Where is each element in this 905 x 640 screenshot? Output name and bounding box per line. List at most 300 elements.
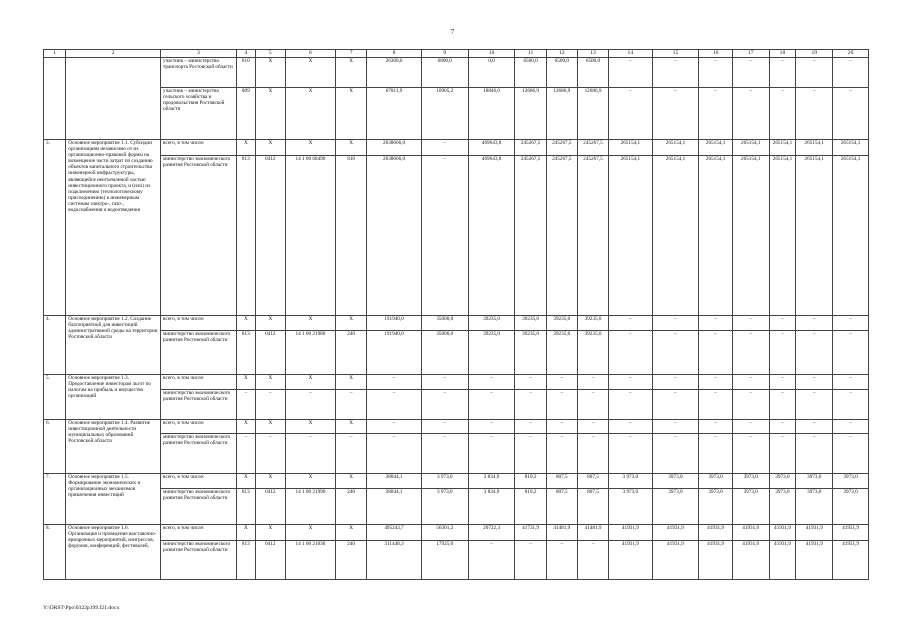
value-cell: – [515,375,546,390]
value-cell: 39235,0 [468,316,515,331]
value-cell: – [609,58,652,88]
column-number: 19 [796,50,833,58]
value-cell: 41481,9 [577,525,608,541]
value-cell: – [833,375,869,390]
value-cell: 20722,3 [468,525,515,541]
value-cell: 240 [336,331,367,375]
value-cell: 265154,1 [652,156,699,316]
value-cell: 245267,5 [546,156,577,316]
value-cell: – [699,316,732,331]
executor-cell: министерство экономического развития Ростовской области [161,434,237,474]
value-cell: – [796,88,833,140]
value-cell: – [515,420,546,434]
measure-name [66,58,161,140]
value-cell: 26300,0 [367,58,422,88]
measure-name: Основное мероприятие 1.5. Формирование экономических и организационных механизмов привлечения инвестиций [66,474,161,525]
value-cell: 39235,0 [515,331,546,375]
value-cell: – [732,58,769,88]
column-number: 4 [236,50,255,58]
value-cell: – [769,390,796,420]
value-cell: 39235,0 [468,331,515,375]
value-cell: Х [336,88,367,140]
value-cell: – [769,420,796,434]
row-number: 5. [44,375,66,420]
column-number: 9 [421,50,468,58]
table-row [44,58,869,88]
value-cell: – [796,316,833,331]
value-cell: Х [236,420,255,434]
value-cell: Х [236,375,255,390]
value-cell: – [577,434,608,474]
value-cell: – [255,390,285,420]
value-cell: – [577,375,608,390]
executor-cell: всего, в том числе: [161,525,237,541]
value-cell: – [515,390,546,420]
value-cell: – [285,434,335,474]
column-number-row [44,50,869,58]
value-cell: Х [255,58,285,88]
table-row [44,489,869,525]
value-cell: – [468,420,515,434]
measure-name: Основное мероприятие 1.4. Развитие инвестиционной деятельности муниципальных образований Ростовской области [66,420,161,474]
value-cell: 813 [236,156,255,316]
table-row [44,316,869,331]
column-number: 11 [515,50,546,58]
value-cell: – [468,375,515,390]
value-cell: 3973,0 [833,474,869,489]
value-cell: – [285,390,335,420]
value-cell: 265154,1 [609,156,652,316]
value-cell: 3973,0 [769,489,796,525]
value-cell: 469643,8 [468,140,515,156]
column-number: 17 [732,50,769,58]
value-cell: 245267,5 [546,140,577,156]
value-cell: 0,0 [468,58,515,88]
value-cell: 14 1 00 21990 [285,489,335,525]
value-cell: 3973,0 [833,489,869,525]
value-cell: 265154,1 [699,140,732,156]
value-cell: 39235,0 [515,316,546,331]
column-number: 13 [577,50,608,58]
value-cell: 265154,1 [769,140,796,156]
value-cell: 6800,0 [421,58,468,88]
executor-cell: министерство экономического развития Ростовской области [161,331,237,375]
row-number: 3. [44,140,66,316]
value-cell: – [546,390,577,420]
column-number: 2 [66,50,161,58]
value-cell: 240 [336,489,367,525]
value-cell: 265154,1 [609,140,652,156]
value-cell: Х [255,375,285,390]
value-cell: – [421,140,468,156]
executor-cell: всего, в том числе: [161,420,237,434]
value-cell: 810,2 [515,474,546,489]
value-cell: 3973,0 [796,489,833,525]
column-number: 20 [833,50,869,58]
value-cell: 3 834,9 [468,489,515,525]
value-cell: – [652,316,699,331]
column-number: 14 [609,50,652,58]
value-cell: – [546,375,577,390]
value-cell: 265154,1 [732,140,769,156]
value-cell: Х [255,140,285,156]
value-cell: – [796,58,833,88]
column-number: 5 [255,50,285,58]
value-cell: 813 [236,541,255,580]
value-cell: – [367,390,422,420]
value-cell: – [732,316,769,331]
value-cell: – [577,390,608,420]
value-cell: Х [336,474,367,489]
value-cell: 3 973,0 [421,489,468,525]
value-cell: – [732,88,769,140]
value-cell: – [515,434,546,474]
value-cell: 807,5 [546,474,577,489]
value-cell: 0412 [255,489,285,525]
value-cell: 265154,1 [833,140,869,156]
value-cell: – [769,316,796,331]
executor-cell: участник – министерство транспорта Ростовской области [161,58,237,88]
value-cell: – [609,434,652,474]
row-number: 7. [44,474,66,525]
value-cell: – [546,541,577,580]
value-cell: – [699,420,732,434]
value-cell: 41931,9 [769,541,796,580]
executor-cell: министерство экономического развития Ростовской области [161,156,237,316]
value-cell: Х [236,316,255,331]
value-cell: Х [336,316,367,331]
value-cell: Х [236,140,255,156]
table-row [44,156,869,316]
value-cell: 38044,1 [367,489,422,525]
value-cell: – [421,375,468,390]
value-cell: – [236,434,255,474]
value-cell: – [609,390,652,420]
value-cell: 813 [236,489,255,525]
value-cell: 41931,9 [833,541,869,580]
value-cell: 810,2 [515,489,546,525]
value-cell: – [699,58,732,88]
value-cell: 245267,5 [515,140,546,156]
value-cell: 3 973,0 [609,474,652,489]
value-cell: – [796,390,833,420]
value-cell: – [336,390,367,420]
value-cell: 12686,9 [515,88,546,140]
column-number: 8 [367,50,422,58]
value-cell: 469643,8 [468,156,515,316]
executor-cell: министерство экономического развития Ростовской области [161,541,237,580]
column-number: 15 [652,50,699,58]
value-cell: 41931,9 [652,541,699,580]
value-cell: 807,5 [577,489,608,525]
table-row [44,434,869,474]
column-number: 12 [546,50,577,58]
executor-cell: министерство экономического развития Ростовской области [161,390,237,420]
value-cell: 245267,5 [515,156,546,316]
value-cell: 41931,9 [652,525,699,541]
value-cell: – [421,434,468,474]
value-cell: 810 [336,156,367,316]
value-cell: – [833,88,869,140]
value-cell: – [833,420,869,434]
value-cell: 3973,0 [769,474,796,489]
value-cell: 813 [236,331,255,375]
value-cell: 3973,0 [699,489,732,525]
value-cell: 3 973,0 [421,474,468,489]
value-cell: – [236,390,255,420]
value-cell: – [336,434,367,474]
value-cell: 265154,1 [796,156,833,316]
value-cell: – [609,316,652,331]
value-cell: Х [336,140,367,156]
value-cell: 41931,9 [769,525,796,541]
file-path-footer: Y:\ORST\Ppo\0322p199.f21.docx [43,605,120,611]
value-cell: – [546,434,577,474]
value-cell: – [652,58,699,88]
value-cell: 18846,0 [468,88,515,140]
value-cell: – [769,88,796,140]
value-cell: – [796,331,833,375]
value-cell: 41931,9 [699,525,732,541]
value-cell: – [796,375,833,390]
value-cell: 6500,0 [546,58,577,88]
table-row [44,140,869,156]
value-cell: 38044,1 [367,474,422,489]
value-cell: 810 [236,58,255,88]
value-cell: Х [285,58,335,88]
value-cell: – [652,375,699,390]
value-cell: 3 973,0 [609,489,652,525]
value-cell: 35000,0 [421,316,468,331]
value-cell: – [699,331,732,375]
value-cell: 41931,9 [609,541,652,580]
table-row [44,331,869,375]
value-cell: – [652,88,699,140]
value-cell: – [421,420,468,434]
value-cell: Х [336,525,367,541]
value-cell: 245267,5 [577,156,608,316]
value-cell: – [699,434,732,474]
value-cell: 17925,0 [421,541,468,580]
table-row [44,541,869,580]
column-number: 10 [468,50,515,58]
value-cell: 809 [236,88,255,140]
value-cell: 265154,1 [652,140,699,156]
value-cell: – [769,58,796,88]
value-cell: – [769,375,796,390]
value-cell: – [769,331,796,375]
row-number: 6. [44,420,66,474]
executor-cell: всего, в том числе: [161,140,237,156]
measure-name: Основное мероприятие 1.6. Организация и проведение выставочно-ярмарочных мероприятий, конгрессов, форумов, конференций, фестивалей, [66,525,161,580]
value-cell: 35000,0 [421,331,468,375]
column-number: 18 [769,50,796,58]
column-number: 6 [285,50,335,58]
value-cell: 191940,0 [367,316,422,331]
page-number: 7 [450,28,455,36]
value-cell: 265154,1 [796,140,833,156]
value-cell: – [468,434,515,474]
value-cell: 3973,0 [652,474,699,489]
value-cell: 3973,0 [732,489,769,525]
value-cell: – [833,316,869,331]
value-cell: – [367,375,422,390]
value-cell: 0412 [255,541,285,580]
value-cell: – [699,88,732,140]
value-cell: Х [336,375,367,390]
value-cell: 265154,1 [732,156,769,316]
value-cell: 2638666,0 [367,140,422,156]
value-cell: Х [255,525,285,541]
value-cell: – [577,541,608,580]
value-cell: – [796,434,833,474]
value-cell: 14 1 00 21030 [285,541,335,580]
value-cell: Х [285,474,335,489]
budget-table [43,49,869,580]
value-cell: – [468,541,515,580]
value-cell: – [732,375,769,390]
value-cell: – [732,390,769,420]
value-cell: – [609,88,652,140]
value-cell: 39235,0 [577,316,608,331]
executor-cell: всего, в том числе: [161,375,237,390]
value-cell: – [652,434,699,474]
value-cell: Х [285,316,335,331]
value-cell: Х [285,140,335,156]
value-cell: – [699,375,732,390]
value-cell: 67811,9 [367,88,422,140]
value-cell: – [609,331,652,375]
executor-cell: всего, в том числе: [161,316,237,331]
value-cell: – [652,390,699,420]
value-cell: 3973,0 [699,474,732,489]
value-cell: – [255,434,285,474]
value-cell: 39235,0 [546,331,577,375]
value-cell: 14 1 00 68490 [285,156,335,316]
table-row [44,420,869,434]
value-cell: 495243,7 [367,525,422,541]
value-cell: Х [236,474,255,489]
executor-cell: министерство экономического развития Ростовской области [161,489,237,525]
value-cell: Х [285,525,335,541]
value-cell: 12686,9 [577,88,608,140]
executor-cell: всего, в том числе: [161,474,237,489]
table-row [44,390,869,420]
value-cell: 41931,9 [833,525,869,541]
value-cell: 41731,9 [515,525,546,541]
value-cell: – [367,434,422,474]
value-cell: 245267,5 [577,140,608,156]
value-cell: 265154,1 [699,156,732,316]
value-cell: 41931,9 [796,525,833,541]
value-cell: 265154,1 [769,156,796,316]
value-cell: 3 834,9 [468,474,515,489]
value-cell: 41481,9 [546,525,577,541]
value-cell: 3973,0 [796,474,833,489]
value-cell: – [833,331,869,375]
value-cell: – [577,420,608,434]
value-cell: Х [285,88,335,140]
measure-name: Основное мероприятие 1.1. Субсидии организациям независимо от их организационно-правовой формы на возмещение части затрат по созданию объектов капитального строительства инженерной инфраструктуры, являющейся неотъемлемой частью инвестиционного проекта, и (или) их подключению (технологическому присоединению) к инженерным системам электро-, газо-, водоснабжения и водоотведения [66,140,161,316]
table-row [44,525,869,541]
value-cell: Х [255,88,285,140]
value-cell: 41931,9 [699,541,732,580]
value-cell: 0412 [255,331,285,375]
value-cell: 6500,0 [577,58,608,88]
value-cell: 6500,0 [515,58,546,88]
value-cell: 41931,9 [796,541,833,580]
row-number [44,58,66,140]
value-cell: – [609,375,652,390]
value-cell: 3973,0 [652,489,699,525]
value-cell: 14 1 00 21980 [285,331,335,375]
value-cell: 41931,9 [732,541,769,580]
value-cell: 12686,9 [546,88,577,140]
value-cell: 265154,1 [833,156,869,316]
value-cell: 39235,0 [577,331,608,375]
value-cell: 56301,2 [421,525,468,541]
table-row [44,474,869,489]
value-cell: – [468,390,515,420]
table-row [44,375,869,390]
value-cell: – [769,434,796,474]
value-cell: – [833,58,869,88]
value-cell: Х [285,420,335,434]
value-cell: Х [285,375,335,390]
value-cell: 0412 [255,156,285,316]
value-cell: 39235,0 [546,316,577,331]
value-cell: 41931,9 [609,525,652,541]
column-number: 1 [44,50,66,58]
table-row [44,88,869,140]
value-cell: 240 [336,541,367,580]
value-cell: – [515,541,546,580]
value-cell: – [796,420,833,434]
row-number: 4. [44,316,66,375]
value-cell: – [732,420,769,434]
value-cell: Х [236,525,255,541]
value-cell: – [833,434,869,474]
value-cell: – [833,390,869,420]
value-cell: – [546,420,577,434]
value-cell: Х [336,420,367,434]
column-number: 7 [336,50,367,58]
measure-name: Основное мероприятие 1.3. Предоставление инвесторам льгот по налогам на прибыль и имущество организаций [66,375,161,420]
value-cell: – [699,390,732,420]
column-number: 3 [161,50,237,58]
value-cell: 807,5 [577,474,608,489]
value-cell: 191940,0 [367,331,422,375]
value-cell: – [367,420,422,434]
measure-name: Основное мероприятие 1.2. Создание благоприятной для инвестиций административной среды на территории Ростовской области [66,316,161,375]
value-cell: 3973,0 [732,474,769,489]
value-cell: – [421,390,468,420]
value-cell: – [732,331,769,375]
value-cell: 41931,9 [732,525,769,541]
value-cell: – [732,434,769,474]
value-cell: 807,5 [546,489,577,525]
value-cell: – [652,420,699,434]
executor-cell: участник – министерство сельского хозяйства и продовольствия Ростовской области [161,88,237,140]
column-number: 16 [699,50,732,58]
value-cell: 2638666,0 [367,156,422,316]
value-cell: – [609,420,652,434]
value-cell: – [421,156,468,316]
value-cell: 10905,2 [421,88,468,140]
value-cell: Х [255,420,285,434]
value-cell: – [652,331,699,375]
value-cell: 311448,3 [367,541,422,580]
